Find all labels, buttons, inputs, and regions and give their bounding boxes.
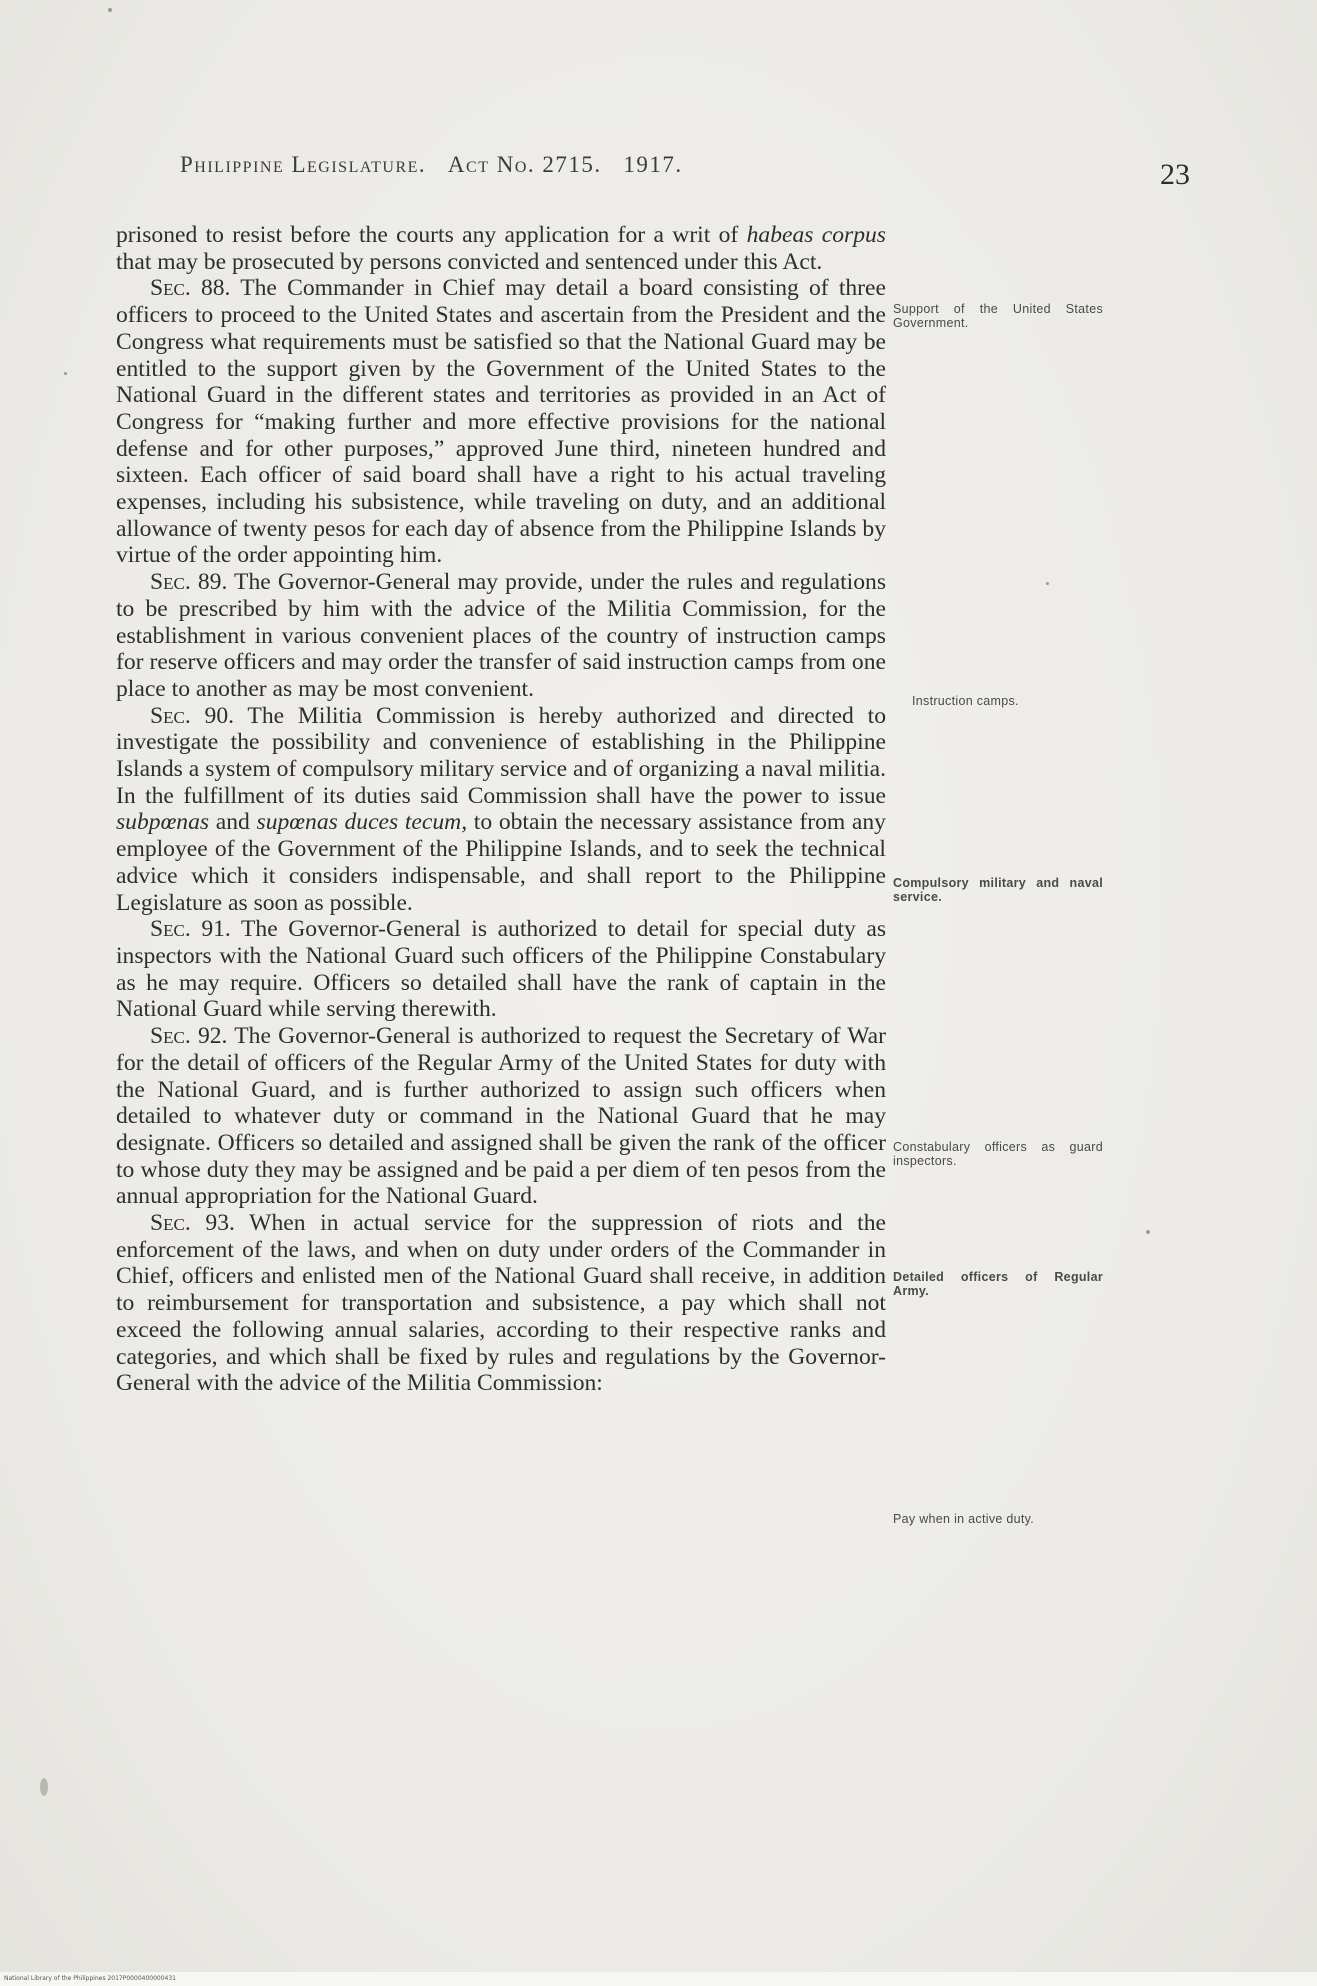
section-text: to obtain the necessary assistance from any employee of the Government of the Philippine Islands, and to seek the technical advice which it considers indispensable, and shall report to the Philippine Legislature as soon as possible. bbox=[116, 809, 886, 916]
paragraph-text: that may be prosecuted by persons convicted and sentenced under this Act. bbox=[116, 248, 823, 275]
paper-speck bbox=[108, 8, 112, 12]
section-label: Sec. 91. bbox=[150, 916, 231, 943]
section-label: Sec. 89. bbox=[150, 569, 228, 596]
page-number: 23 bbox=[1160, 158, 1190, 191]
section-text: The Governor-General is authorized to detail for special duty as inspectors with the National Guard such officers of the Philippine Constabulary as he may require. Officers so detailed shall have the rank of captain in the National Guard while serving therewith. bbox=[116, 916, 886, 1023]
running-head bbox=[180, 152, 830, 178]
section-label: Sec. 92. bbox=[150, 1023, 228, 1050]
section-text: The Governor-General may provide, under the rules and regulations to be prescribed by him with the advice of the Militia Commission, for the establishment in various convenient places of the country of instruction camps for reserve officers and may order the transfer of said instruction camps from one place to another as may be most convenient. bbox=[116, 569, 886, 702]
paper-speck bbox=[64, 372, 67, 375]
paragraph-text: prisoned to resist before the courts any application for a writ of bbox=[116, 222, 747, 248]
section-text: The Governor-General is authorized to request the Secretary of War for the detail of officers of the Regular Army of the United States for duty with the National Guard, and is further authorized to assign such officers when detailed to whatever duty or command in the National Guard that he may designate. Officers so detailed and assigned shall be given the rank of the officer to whose duty they may be assigned and be paid a per diem of ten pesos from the annual appropriation for the National Guard. bbox=[116, 1023, 887, 1210]
section-label: Sec. 88. bbox=[150, 275, 231, 302]
running-head-title: Philippine Legislature. bbox=[180, 152, 427, 177]
section-label: Sec. 93. bbox=[150, 1210, 235, 1237]
section-text: The Commander in Chief may detail a board consisting of three officers to proceed to the United States and ascertain from the President and the Congress what requirements must be satisfied so that the National Guard may be entitled to the support given by the Government of the United States to the National Guard in the different states and territories as provided in an Act of Congress for “making further and more effective provisions for the national defense and for other purposes,” approved June third, nineteen hundred and sixteen. Each officer of said board shall have a right to his actual traveling expenses, including his subsistence, while traveling on duty, and an additional allowance of twenty pesos for each day of absence from the Philippine Islands by virtue of the order appointing him. bbox=[116, 275, 886, 569]
section-91 bbox=[116, 916, 886, 1023]
paper-speck bbox=[1046, 582, 1049, 585]
italic-term: habeas corpus bbox=[746, 222, 886, 248]
section-text: When in actual service for the suppression of riots and the enforcement of the laws, and when on duty under orders of the Commander in Chief, officers and enlisted men of the National Guard shall receive, in addition to reimbursement for transportation and subsistence, a pay which shall not exceed the following annual salaries, according to their respective ranks and categories, and which shall be fixed by rules and regulations by the Governor-General with the advice of the Militia Commission: bbox=[116, 1210, 886, 1397]
margin-note-sec88: Support of the United States Government. bbox=[893, 302, 1103, 330]
paper-speck bbox=[40, 1778, 48, 1796]
italic-term: subpœnas bbox=[116, 809, 210, 836]
margin-note-sec90: Compulsory military and naval service. bbox=[893, 876, 1103, 904]
paragraph-continuation bbox=[116, 222, 886, 275]
section-89 bbox=[116, 569, 886, 703]
margin-note-sec91: Constabulary officers as guard inspectors. bbox=[893, 1140, 1103, 1168]
margin-note-sec89: Instruction camps. bbox=[912, 694, 1019, 708]
running-head-year: 1917. bbox=[623, 152, 683, 177]
paper-speck bbox=[1146, 1230, 1150, 1234]
margin-note-sec93: Pay when in active duty. bbox=[893, 1512, 1035, 1526]
body-text bbox=[116, 222, 886, 1397]
scan-footer: National Library of the Philippines 2017P0000400000431 bbox=[0, 1972, 1317, 1986]
section-93 bbox=[116, 1210, 886, 1397]
section-label: Sec. 90. bbox=[150, 702, 235, 729]
section-90 bbox=[116, 703, 886, 917]
section-88 bbox=[116, 275, 886, 569]
margin-note-sec92: Detailed officers of Regular Army. bbox=[893, 1270, 1103, 1298]
section-text: The Militia Commission is hereby authorized and directed to investigate the possibility and convenience of establishing in the Philippine Islands a system of compulsory military service and of organizing a naval militia. In the fulfillment of its duties said Commission shall have the power to issue bbox=[116, 702, 886, 809]
section-text: and bbox=[209, 809, 257, 836]
section-92 bbox=[116, 1023, 886, 1210]
italic-term: supœnas duces tecum, bbox=[256, 809, 468, 836]
running-head-act: Act No. 2715. bbox=[447, 152, 602, 177]
